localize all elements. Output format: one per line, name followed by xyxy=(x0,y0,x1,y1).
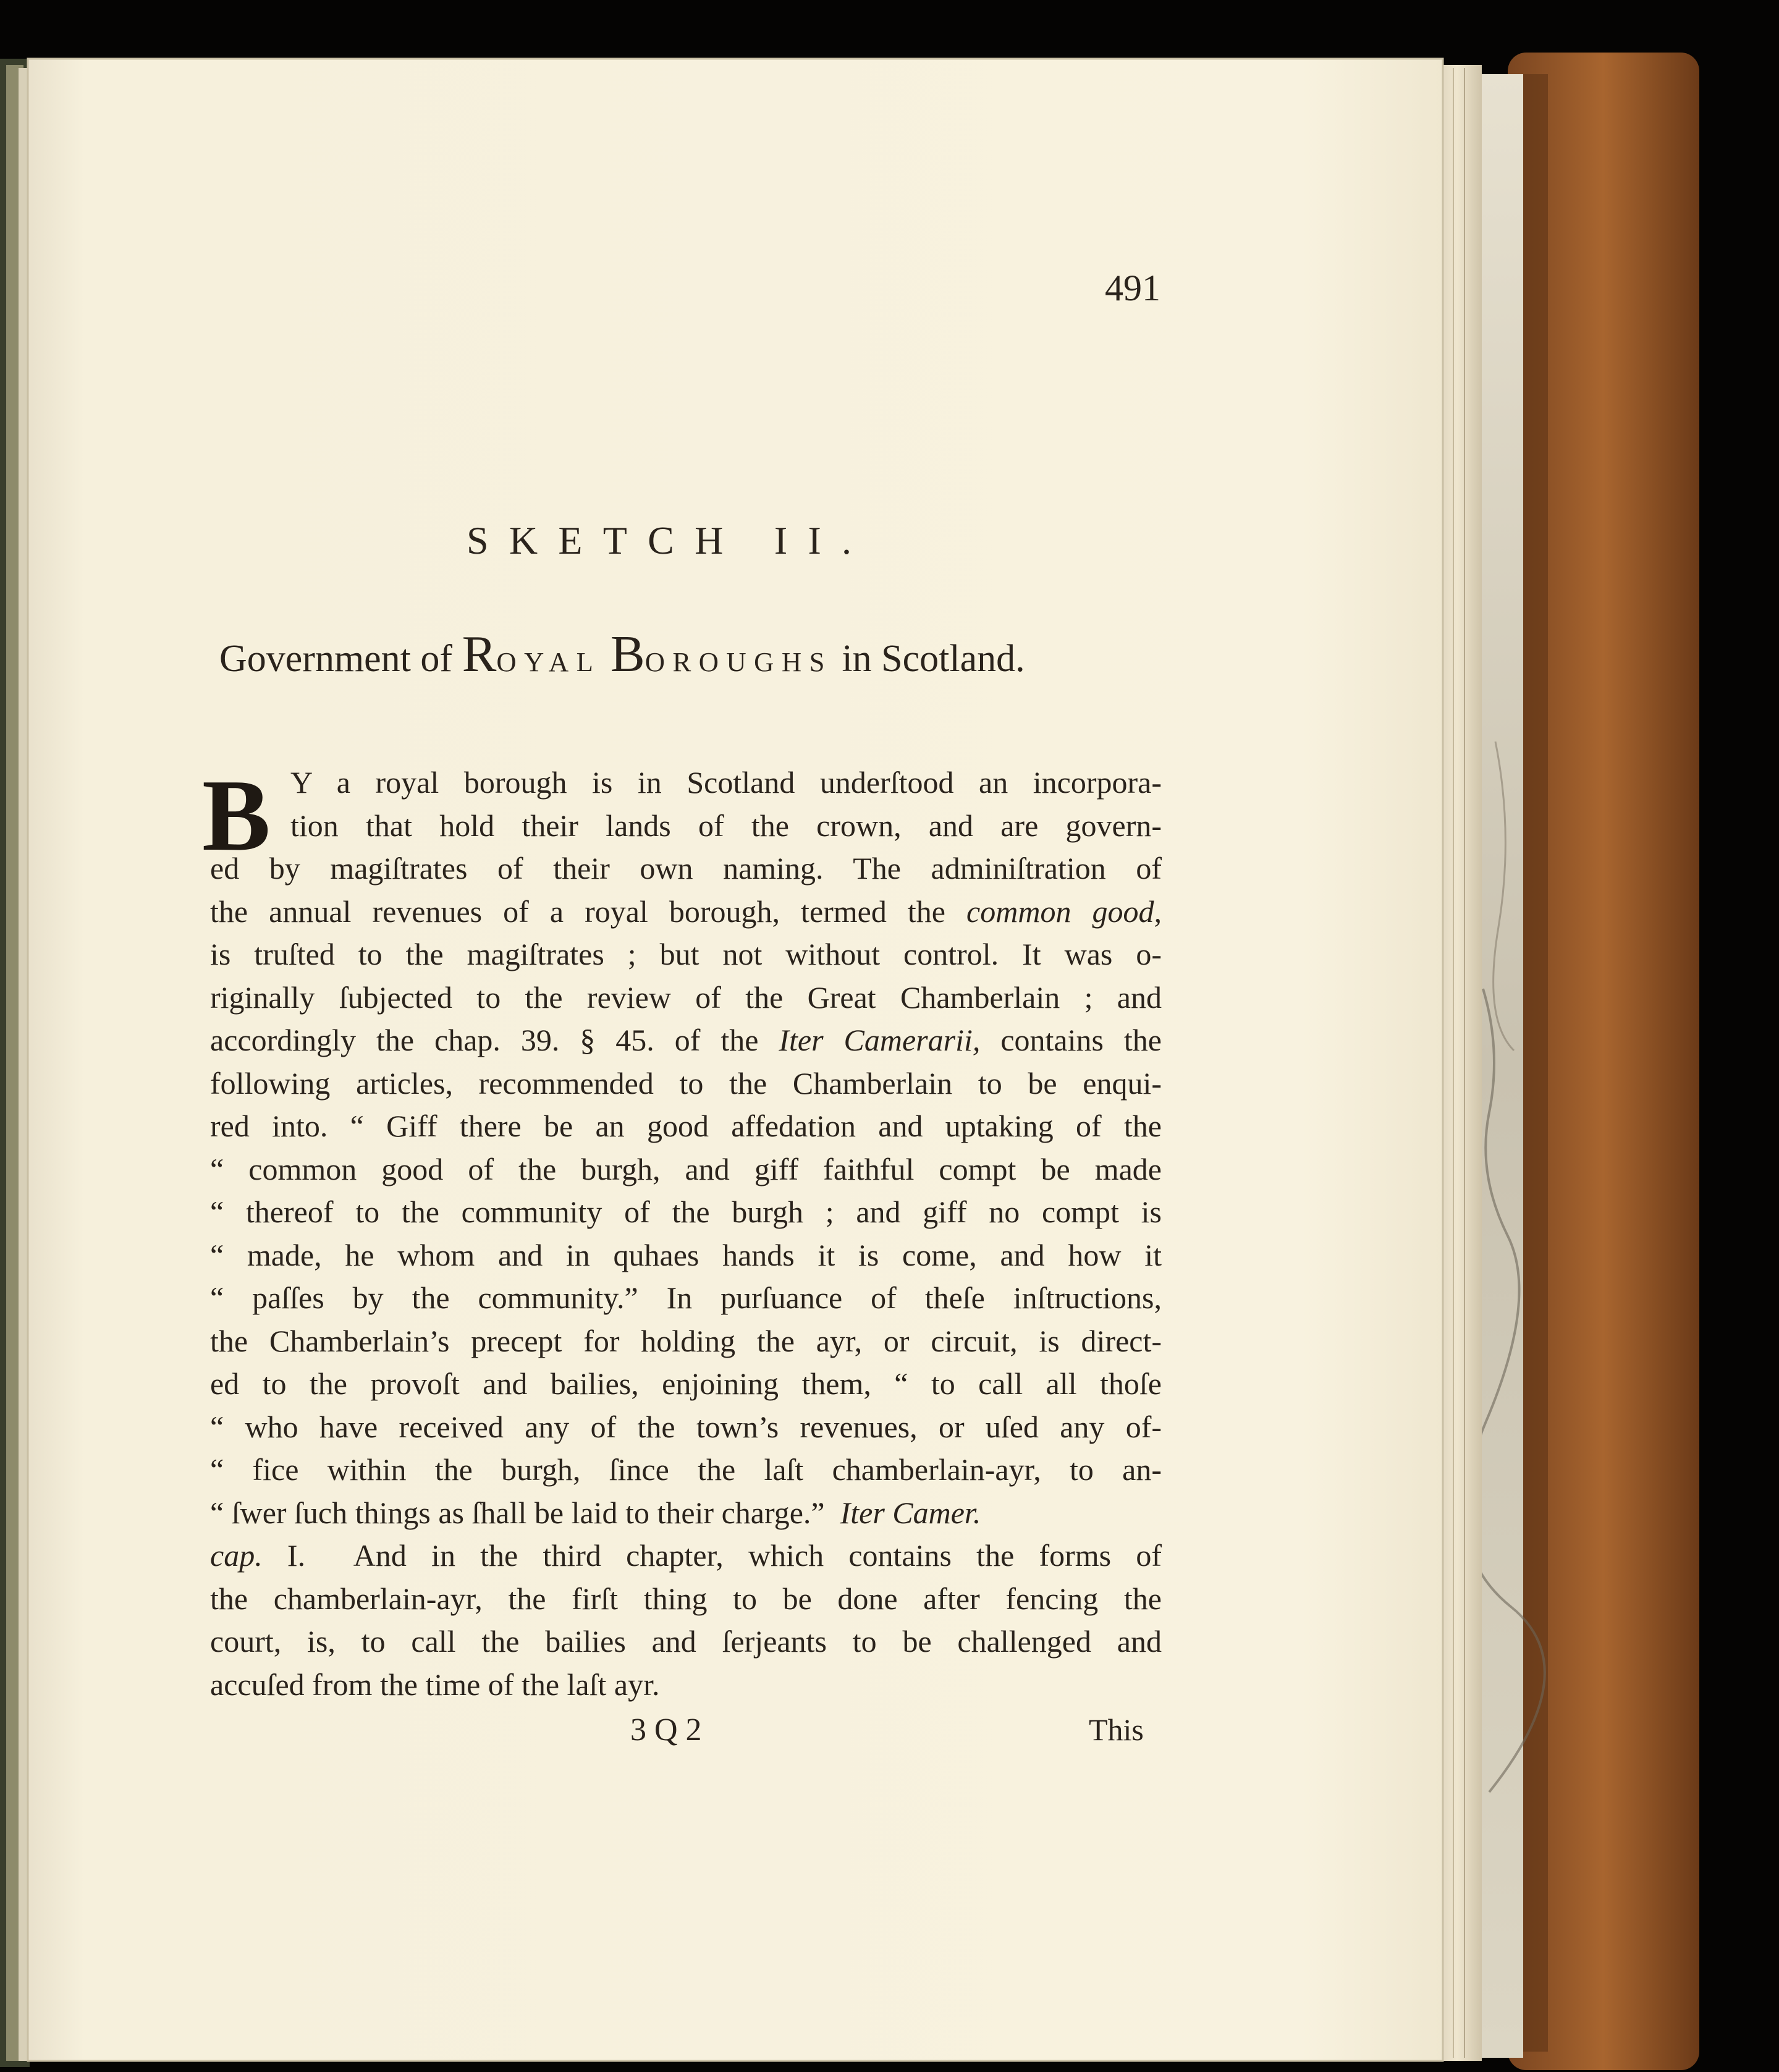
text-line-content: “ thereof to the community of the burgh ; and giff no compt is xyxy=(210,1195,1162,1229)
text-line xyxy=(210,1406,1162,1449)
text-line xyxy=(210,1191,1162,1234)
text-line-content: “ who have received any of the town’s revenues, or uſed any of- xyxy=(210,1409,1162,1444)
text-line xyxy=(210,1234,1162,1277)
text-line xyxy=(210,1620,1162,1664)
text-line-content: is truſted to the magiſtrates ; but not without control. It was o- xyxy=(210,937,1162,971)
text-line xyxy=(210,1492,1162,1535)
signature-mark: 3 Q 2 xyxy=(630,1712,702,1748)
text-line xyxy=(210,761,1162,805)
text-line-content: following articles, recommended to the Chamberlain to be enqui- xyxy=(210,1065,1162,1101)
text-line xyxy=(210,1448,1162,1492)
text-line-part: contains the xyxy=(980,1023,1162,1057)
text-line xyxy=(210,805,1162,848)
text-line-content: the chamberlain-ayr, the firſt thing to be done after fencing the xyxy=(210,1581,1162,1616)
page-number: 491 xyxy=(1105,268,1160,308)
text-line-content: tion that hold their lands of the crown, and are govern- xyxy=(290,808,1162,843)
text-line xyxy=(210,890,1162,934)
text-line-part: the annual revenues of a royal borough, termed the xyxy=(210,894,967,929)
text-line-content: red into. “ Giff there be an good affedation and uptaking of the xyxy=(210,1109,1162,1143)
italic-phrase: common good, xyxy=(966,894,1162,929)
text-line xyxy=(210,1148,1162,1191)
text-line xyxy=(210,1363,1162,1406)
chapter-title xyxy=(219,624,1025,684)
sketch-heading: SKETCH II. xyxy=(467,518,873,562)
text-line xyxy=(210,1534,1162,1578)
text-line-content: Y a royal borough is in Scotland underſtood an incorpora- xyxy=(290,765,1162,800)
title-royal-rest: OYAL xyxy=(496,646,601,677)
text-line-part: accordingly the chap. 39. § 45. of the xyxy=(210,1023,779,1057)
drop-cap: B xyxy=(202,758,271,872)
text-line-content: court, is, to call the bailies and ſerjeants to be challenged and xyxy=(210,1624,1162,1659)
text-line xyxy=(210,1277,1162,1320)
title-post: in Scotland. xyxy=(842,638,1025,680)
text-line xyxy=(210,1105,1162,1148)
title-boroughs-initial: B xyxy=(610,625,645,683)
text-line-content: ed to the provoſt and bailies, enjoining them, “ to call all thoſe xyxy=(210,1366,1162,1401)
text-line-content: the Chamberlain’s precept for holding the ayr, or circuit, is direct- xyxy=(210,1323,1162,1358)
text-line xyxy=(210,1664,1162,1707)
title-pre: Government of xyxy=(219,638,453,680)
text-line xyxy=(210,976,1162,1020)
title-royal-initial: R xyxy=(462,625,497,683)
text-line xyxy=(210,1019,1162,1062)
text-line-content: “ made, he whom and in quhaes hands it is come, and how it xyxy=(210,1237,1162,1272)
text-line-content: ed by magiſtrates of their own naming. The adminiſtration of xyxy=(210,851,1162,886)
text-line-content: “ paſſes by the community.” In purſuance of theſe inſtructions, xyxy=(210,1280,1162,1315)
text-line-content: riginally ſubjected to the review of the Great Chamberlain ; and xyxy=(210,979,1162,1015)
title-boroughs-rest: OROUGHS xyxy=(644,646,832,677)
body-text xyxy=(210,761,1162,1706)
italic-phrase: Iter Camerarii, xyxy=(779,1023,981,1057)
italic-phrase: Iter Camer. xyxy=(840,1495,981,1530)
catchword: This xyxy=(1089,1712,1144,1747)
leather-cover xyxy=(1508,53,1699,2070)
text-line xyxy=(210,1320,1162,1363)
italic-phrase: cap. xyxy=(210,1538,263,1573)
text-line xyxy=(210,1578,1162,1621)
text-line-content: accuſed from the time of the laſt ayr. xyxy=(210,1667,660,1702)
text-line xyxy=(210,933,1162,976)
text-line xyxy=(210,847,1162,890)
text-line-content: “ common good of the burgh, and giff faithful compt be made xyxy=(210,1151,1162,1186)
text-line-content: “ fice within the burgh, ſince the laſt chamberlain-ayr, to an- xyxy=(210,1452,1162,1487)
text-line-part: “ ſwer ſuch things as ſhall be laid to their charge.” xyxy=(210,1495,840,1530)
text-line xyxy=(210,1062,1162,1106)
text-line-part: I. And in the third chapter, which contains the forms of xyxy=(262,1538,1162,1573)
